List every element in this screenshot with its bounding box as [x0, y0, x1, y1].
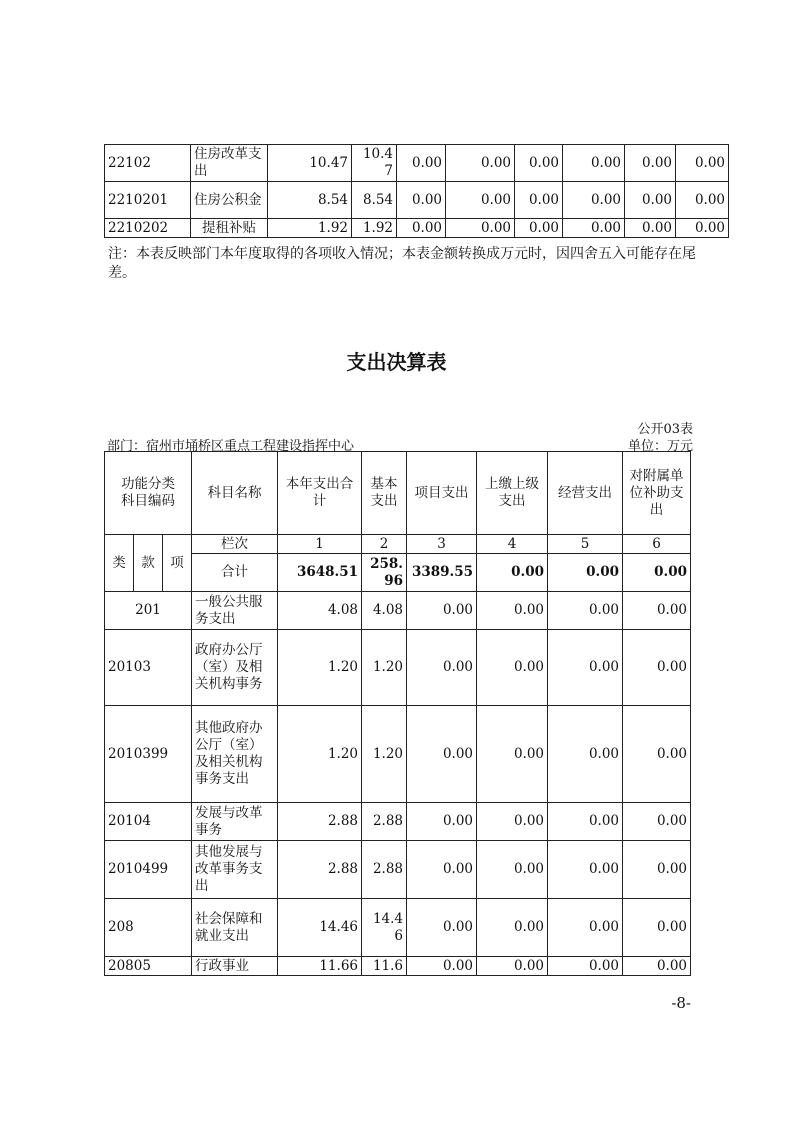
cell-value: 0.00	[397, 182, 446, 219]
cell-value: 0.00	[625, 219, 676, 238]
header-name: 科目名称	[192, 452, 278, 535]
cell-value: 0.00	[407, 841, 477, 899]
cell-value: 0.00	[563, 182, 625, 219]
expenditure-table	[104, 451, 691, 976]
sum-value: 3648.51	[278, 554, 362, 592]
table-row	[105, 899, 691, 957]
row-name: 社会保障和就业支出	[192, 899, 278, 957]
sum-value: 0.00	[623, 554, 691, 592]
cell-value: 0.00	[477, 899, 548, 957]
table-row	[105, 706, 691, 803]
income-table-continuation	[104, 144, 729, 238]
header-xiang: 项	[163, 535, 192, 592]
cell-value: 0.00	[407, 630, 477, 706]
cell-value: 0.00	[548, 899, 623, 957]
header-lanci: 栏次	[192, 535, 278, 554]
cell-value: 0.00	[407, 957, 477, 976]
column-number-row	[105, 535, 691, 554]
cell-value: 0.00	[623, 592, 691, 630]
cell-value: 0.00	[407, 706, 477, 803]
department-label: 部门：宿州市埇桥区重点工程建设指挥中心	[107, 439, 355, 454]
column-number: 2	[362, 535, 407, 554]
sum-value: 0.00	[548, 554, 623, 592]
page-number: -8-	[671, 994, 691, 1012]
table-row	[105, 841, 691, 899]
cell-value: 1.92	[268, 219, 352, 238]
row-code: 20104	[105, 803, 192, 841]
cell-value: 14.46	[278, 899, 362, 957]
cell-value: 0.00	[446, 182, 515, 219]
table-number: 公开03表	[637, 422, 693, 437]
row-name: 住房改革支出	[191, 145, 268, 182]
cell-value: 1.92	[352, 219, 397, 238]
cell-value: 0.00	[625, 145, 676, 182]
cell-value: 1.20	[278, 706, 362, 803]
cell-value: 1.20	[278, 630, 362, 706]
cell-value: 0.00	[477, 630, 548, 706]
cell-value: 0.00	[625, 182, 676, 219]
table-row	[105, 182, 729, 219]
cell-value: 0.00	[407, 592, 477, 630]
row-name: 提租补贴	[191, 219, 268, 238]
row-code: 22102	[105, 145, 191, 182]
header-subsidy: 对附属单位补助支出	[623, 452, 691, 535]
header-total: 本年支出合计	[278, 452, 362, 535]
cell-value: 2.88	[278, 803, 362, 841]
row-code: 208	[105, 899, 192, 957]
cell-value: 0.00	[563, 219, 625, 238]
cell-value: 0.00	[515, 182, 563, 219]
cell-value: 0.00	[623, 706, 691, 803]
column-number: 1	[278, 535, 362, 554]
row-name: 住房公积金	[191, 182, 268, 219]
unit-label: 单位：万元	[627, 439, 693, 454]
page-title: 支出决算表	[346, 350, 447, 374]
cell-value: 0.00	[407, 803, 477, 841]
cell-value: 11.6	[362, 957, 407, 976]
cell-value: 14.46	[362, 899, 407, 957]
column-number: 3	[407, 535, 477, 554]
cell-value: 2.88	[278, 841, 362, 899]
table-row	[105, 592, 691, 630]
cell-value: 0.00	[676, 145, 729, 182]
row-name: 一般公共服务支出	[192, 592, 278, 630]
cell-value: 0.00	[477, 592, 548, 630]
cell-value: 0.00	[548, 592, 623, 630]
sum-label: 合计	[192, 554, 278, 592]
cell-value: 8.54	[352, 182, 397, 219]
column-number: 6	[623, 535, 691, 554]
cell-value: 4.08	[362, 592, 407, 630]
header-upper: 上缴上级支出	[477, 452, 548, 535]
cell-value: 0.00	[548, 957, 623, 976]
row-code: 201	[105, 592, 192, 630]
cell-value: 4.08	[278, 592, 362, 630]
cell-value: 0.00	[515, 145, 563, 182]
table-row	[105, 145, 729, 182]
column-number: 5	[548, 535, 623, 554]
cell-value: 0.00	[676, 182, 729, 219]
row-code: 20103	[105, 630, 192, 706]
header-lei: 类	[105, 535, 134, 592]
cell-value: 0.00	[548, 841, 623, 899]
cell-value: 0.00	[548, 803, 623, 841]
cell-value: 0.00	[477, 803, 548, 841]
table-row	[105, 219, 729, 238]
table-row	[105, 803, 691, 841]
cell-value: 0.00	[623, 841, 691, 899]
header-basic: 基本支出	[362, 452, 407, 535]
cell-value: 0.00	[548, 706, 623, 803]
row-name: 发展与改革事务	[192, 803, 278, 841]
cell-value: 1.20	[362, 630, 407, 706]
row-code: 2010499	[105, 841, 192, 899]
cell-value: 0.00	[397, 219, 446, 238]
row-code: 2010399	[105, 706, 192, 803]
cell-value: 2.88	[362, 803, 407, 841]
cell-value: 0.00	[548, 630, 623, 706]
cell-value: 8.54	[268, 182, 352, 219]
cell-value: 10.47	[352, 145, 397, 182]
cell-value: 0.00	[397, 145, 446, 182]
cell-value: 0.00	[515, 219, 563, 238]
cell-value: 0.00	[477, 706, 548, 803]
cell-value: 0.00	[477, 841, 548, 899]
header-kuan: 款	[134, 535, 163, 592]
sum-value: 3389.55	[407, 554, 477, 592]
cell-value: 0.00	[676, 219, 729, 238]
cell-value: 0.00	[623, 957, 691, 976]
cell-value: 0.00	[477, 957, 548, 976]
cell-value: 2.88	[362, 841, 407, 899]
header-code: 功能分类科目编码	[105, 452, 192, 535]
sum-row	[105, 554, 691, 592]
row-name: 行政事业	[192, 957, 278, 976]
cell-value: 0.00	[446, 145, 515, 182]
cell-value: 1.20	[362, 706, 407, 803]
cell-value: 11.66	[278, 957, 362, 976]
header-row	[105, 452, 691, 535]
row-name: 其他发展与改革事务支出	[192, 841, 278, 899]
table-note: 注：本表反映部门本年度取得的各项收入情况；本表金额转换成万元时，因四舍五入可能存在尾差。	[108, 246, 696, 281]
cell-value: 0.00	[446, 219, 515, 238]
table-row	[105, 630, 691, 706]
header-project: 项目支出	[407, 452, 477, 535]
header-business: 经营支出	[548, 452, 623, 535]
sum-value: 0.00	[477, 554, 548, 592]
row-code: 20805	[105, 957, 192, 976]
row-name: 政府办公厅（室）及相关机构事务	[192, 630, 278, 706]
sum-value: 258.96	[362, 554, 407, 592]
cell-value: 0.00	[563, 145, 625, 182]
column-number: 4	[477, 535, 548, 554]
row-code: 2210202	[105, 219, 191, 238]
table-row	[105, 957, 691, 976]
row-name: 其他政府办公厅（室）及相关机构事务支出	[192, 706, 278, 803]
row-code: 2210201	[105, 182, 191, 219]
cell-value: 0.00	[623, 803, 691, 841]
cell-value: 0.00	[623, 630, 691, 706]
cell-value: 10.47	[268, 145, 352, 182]
cell-value: 0.00	[623, 899, 691, 957]
cell-value: 0.00	[407, 899, 477, 957]
